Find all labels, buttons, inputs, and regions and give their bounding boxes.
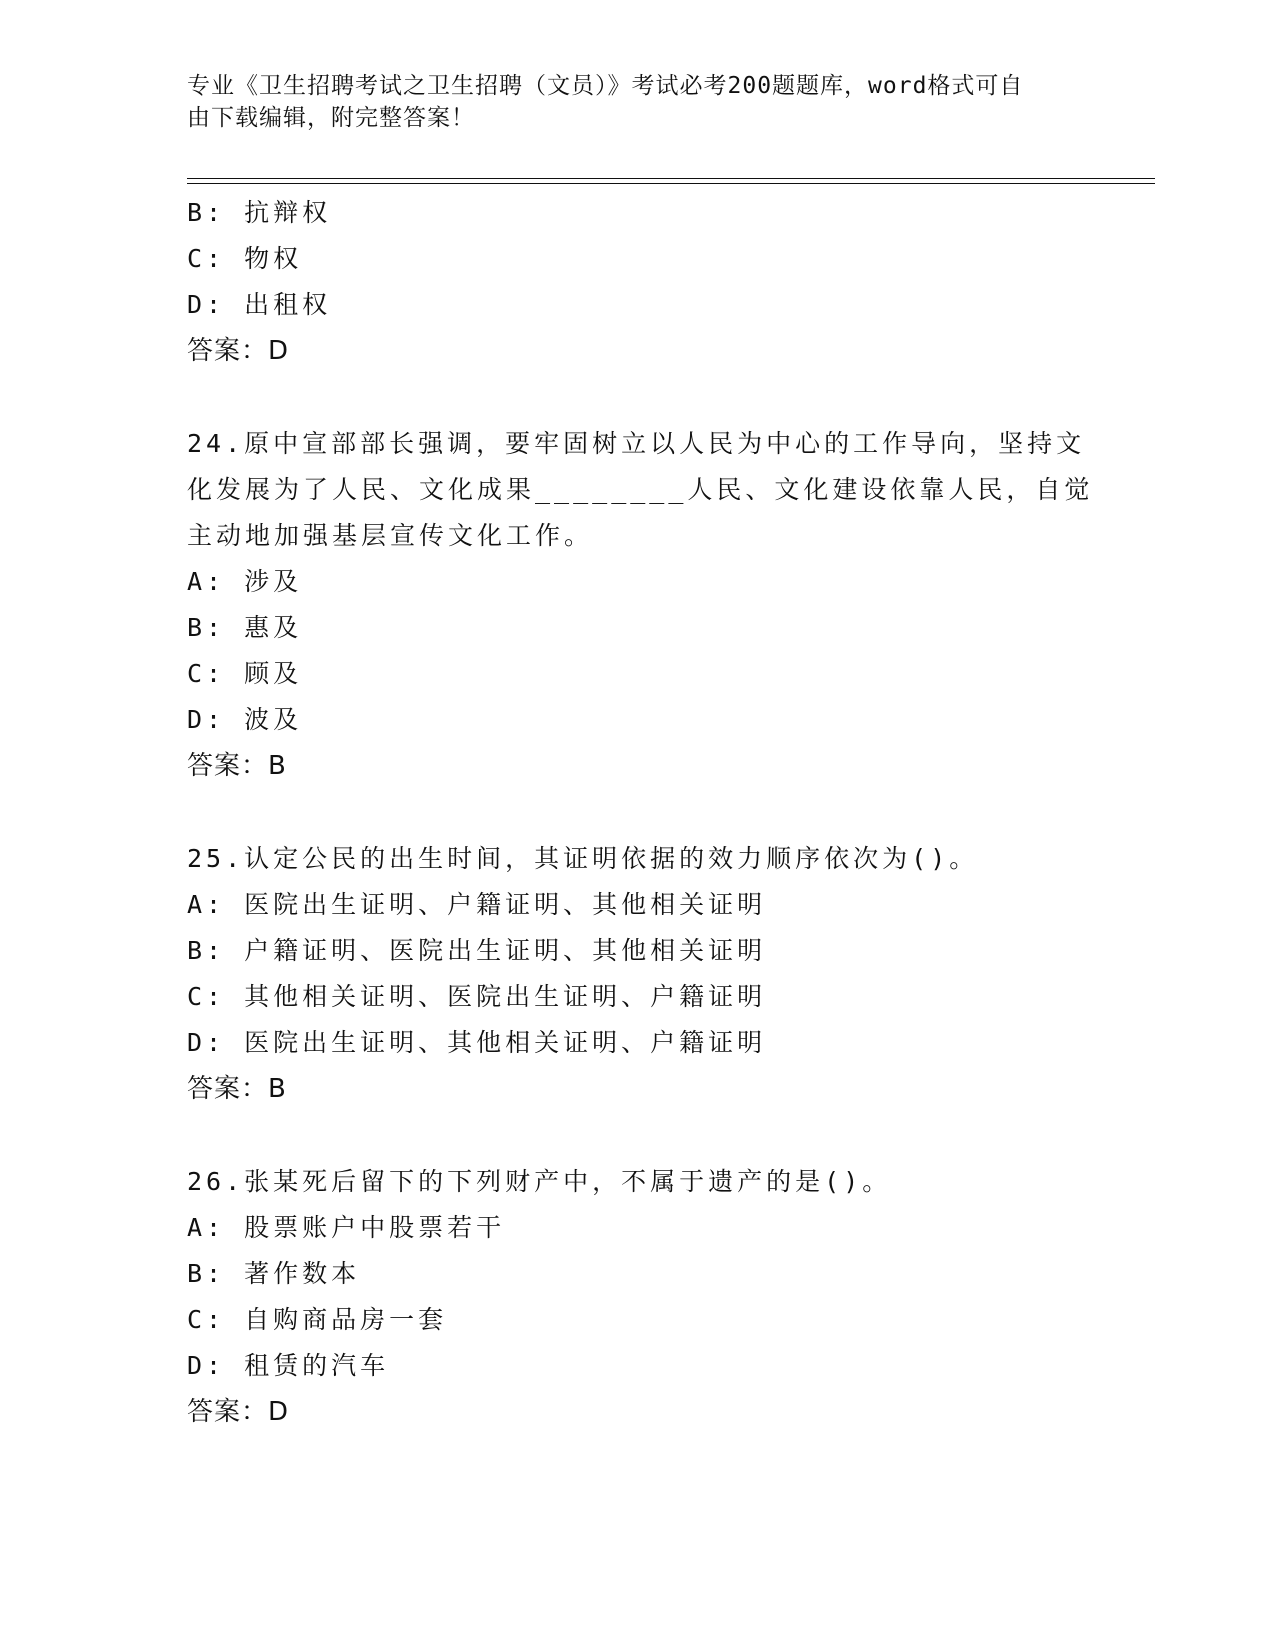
answer-line: 答案：B	[187, 751, 287, 781]
option-c: C: 其他相关证明、医院出生证明、户籍证明	[187, 982, 767, 1011]
question-24	[187, 421, 1094, 789]
option-a: A: 股票账户中股票若干	[187, 1213, 506, 1242]
header-divider-bottom	[187, 183, 1155, 184]
option-a: A: 涉及	[187, 567, 303, 596]
question-stem-line: 26.张某死后留下的下列财产中，不属于遗产的是()。	[187, 1167, 892, 1196]
question-stem-line: 化发展为了人民、文化成果________人民、文化建设依靠人民，自觉	[187, 475, 1094, 504]
option-b: B: 惠及	[187, 613, 303, 642]
question-list	[187, 190, 1094, 1435]
question-25	[187, 836, 1087, 1112]
question-fragment	[187, 190, 1087, 374]
answer-line: 答案：B	[187, 1074, 287, 1104]
option-d: D: 医院出生证明、其他相关证明、户籍证明	[187, 1028, 767, 1057]
answer-line: 答案：D	[187, 336, 290, 366]
option-c: C: 顾及	[187, 659, 303, 688]
option-b: B: 著作数本	[187, 1259, 361, 1288]
document-header	[187, 70, 1067, 134]
question-stem-line: 25.认定公民的出生时间，其证明依据的效力顺序依次为()。	[187, 844, 979, 873]
option-d: D: 出租权	[187, 290, 332, 319]
question-stem-line: 主动地加强基层宣传文化工作。	[187, 521, 594, 550]
option-c: C: 自购商品房一套	[187, 1305, 448, 1334]
answer-line: 答案：D	[187, 1397, 290, 1427]
header-divider-top	[187, 178, 1155, 179]
option-a: A: 医院出生证明、户籍证明、其他相关证明	[187, 890, 767, 919]
option-d: D: 波及	[187, 705, 303, 734]
header-line-1: 专业《卫生招聘考试之卫生招聘（文员）》考试必考200题题库，word格式可自	[187, 73, 1024, 99]
header-line-2: 由下载编辑，附完整答案！	[187, 105, 475, 131]
option-d: D: 租赁的汽车	[187, 1351, 390, 1380]
option-b: B: 户籍证明、医院出生证明、其他相关证明	[187, 936, 767, 965]
question-26	[187, 1159, 1087, 1435]
option-b: B: 抗辩权	[187, 198, 332, 227]
option-c: C: 物权	[187, 244, 303, 273]
question-stem-line: 24.原中宣部部长强调，要牢固树立以人民为中心的工作导向，坚持文	[187, 429, 1086, 458]
